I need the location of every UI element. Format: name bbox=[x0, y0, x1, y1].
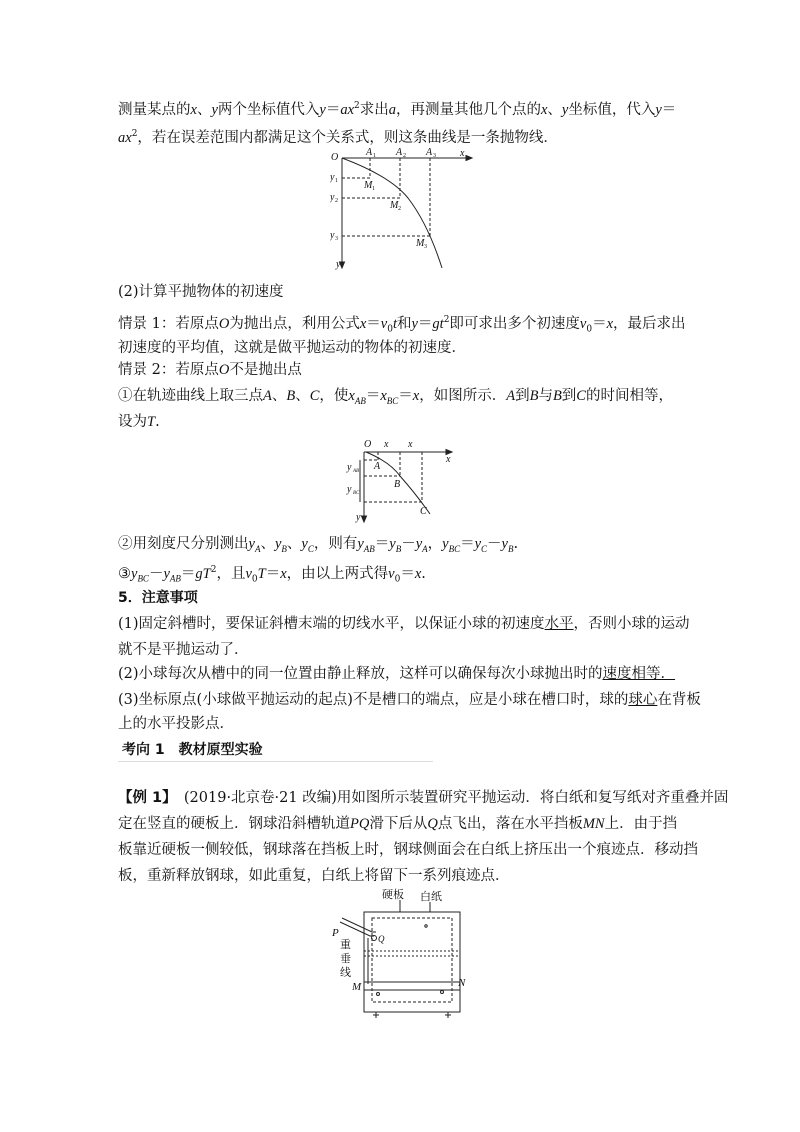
label-M3: M bbox=[416, 238, 425, 249]
svg-text:1: 1 bbox=[335, 178, 338, 184]
svg-text:y: y bbox=[330, 172, 335, 183]
note3-line1: (3)坐标原点(小球做平抛运动的起点)不是槽口的端点，应是小球在槽口时，球的球心在背板 bbox=[118, 692, 701, 708]
svg-text:y: y bbox=[330, 230, 335, 241]
label-N: N bbox=[458, 977, 466, 989]
label-A3: A bbox=[426, 147, 433, 158]
example1-line2: 定在竖直的硬板上．钢球沿斜槽轨道PQ滑下后从Q点飞出，落在水平挡板MN上．由于挡 bbox=[118, 816, 678, 832]
svg-text:垂: 垂 bbox=[340, 953, 351, 965]
svg-text:x: x bbox=[408, 439, 413, 450]
note2: (2)小球每次从槽中的同一位置由静止释放，这样可以确保每次小球抛出时的速度相等． bbox=[118, 666, 676, 682]
step1-line2: 设为T. bbox=[118, 414, 160, 430]
svg-text:3: 3 bbox=[424, 244, 427, 250]
label-A2: A bbox=[396, 147, 403, 158]
label-x: x bbox=[460, 148, 465, 159]
svg-text:AB: AB bbox=[353, 469, 360, 474]
label-yingban: 硬板 bbox=[382, 889, 404, 901]
example1-line4: 板，重新释放钢球，如此重复，白纸上将留下一系列痕迹点． bbox=[118, 868, 510, 884]
svg-text:y: y bbox=[347, 484, 352, 495]
label-Q: Q bbox=[378, 934, 385, 944]
svg-text:2: 2 bbox=[335, 198, 338, 204]
note1-line1: (1)固定斜槽时，要保证斜槽末端的切线水平，以保证小球的初速度水平，否则小球的运动 bbox=[118, 616, 690, 632]
svg-text:y: y bbox=[330, 192, 335, 203]
figure-parabola-1 bbox=[330, 146, 480, 272]
label-O: O bbox=[331, 152, 339, 163]
scenario1-line1: 情景 1：若原点O为抛出点，利用公式$x=v_0t$和$y=gt^2$即可求出多个初速度$v_0=x$，最后求出 bbox=[118, 315, 686, 335]
label-A1: A bbox=[366, 147, 373, 158]
svg-text:重: 重 bbox=[340, 939, 351, 951]
para1-line2: $ax^2$，若在误差范围内都满足这个关系式，则这条曲线是一条抛物线． bbox=[118, 129, 558, 146]
svg-text:1: 1 bbox=[372, 186, 375, 192]
section-heading: 考向 1 教材原型实验 bbox=[118, 737, 433, 762]
svg-text:线: 线 bbox=[340, 967, 351, 979]
scenario2-line1: 情景 2：若原点O不是抛出点 bbox=[118, 362, 302, 378]
subheading-2: (2)计算平抛物体的初速度 bbox=[118, 284, 284, 300]
svg-text:2: 2 bbox=[403, 153, 406, 159]
svg-text:BC: BC bbox=[353, 491, 360, 496]
scenario1-line2: 初速度的平均值，这就是做平抛运动的物体的初速度． bbox=[118, 340, 466, 356]
para1-line1: 测量某点的x、y两个坐标值代入$y=ax^2$求出a，再测量其他几个点的x、y坐标值，代入y＝ bbox=[118, 101, 677, 118]
label-C: C bbox=[420, 506, 427, 517]
figure-apparatus bbox=[330, 888, 470, 1020]
label-B: B bbox=[394, 479, 401, 490]
figure-parabola-2 bbox=[340, 436, 460, 524]
label-baizhi: 白纸 bbox=[420, 891, 442, 903]
note1-line2: 就不是平抛运动了． bbox=[118, 642, 249, 658]
step3: $③y_{BC}-y_{AB}=gT^2$，且$v_0T=x$，由以上两式得$v_0=x$. bbox=[118, 565, 426, 585]
svg-text:3: 3 bbox=[335, 236, 338, 242]
svg-text:1: 1 bbox=[373, 153, 376, 159]
example1-line1: 【例 1】 (2019·北京卷·21 改编)用如图所示装置研究平抛运动．将白纸和复写纸对齐重叠并固 bbox=[118, 790, 729, 806]
step1-line1: ①在轨迹曲线上取三点A、B、C，使$x_{AB}=x_{BC}=x$，如图所示．A到B与B到C的时间相等， bbox=[118, 388, 673, 406]
label-P: P bbox=[332, 927, 339, 939]
svg-text:y: y bbox=[347, 462, 352, 473]
notes-title: 5．注意事项 bbox=[118, 590, 198, 606]
label-M1: M bbox=[364, 180, 373, 191]
label-M: M bbox=[352, 981, 362, 993]
svg-text:2: 2 bbox=[398, 206, 401, 212]
svg-text:3: 3 bbox=[433, 153, 436, 159]
note3-line2: 上的水平投影点． bbox=[118, 716, 234, 732]
svg-text:O: O bbox=[364, 439, 372, 450]
svg-text:y: y bbox=[336, 259, 341, 270]
step2: ②用刻度尺分别测出$y_A$、$y_B$、$y_C$，则有$y_{AB}=y_B-y_A$，$y_{BC}=y_C-y_B$. bbox=[118, 536, 519, 554]
example1-line3: 板靠近硬板一侧较低，钢球落在挡板上时，钢球侧面会在白纸上挤压出一个痕迹点．移动挡 bbox=[118, 842, 698, 858]
svg-text:x: x bbox=[446, 454, 451, 465]
label-M2: M bbox=[390, 200, 399, 211]
label-A: A bbox=[374, 461, 381, 472]
svg-text:x: x bbox=[384, 439, 389, 450]
svg-text:y: y bbox=[356, 512, 361, 523]
